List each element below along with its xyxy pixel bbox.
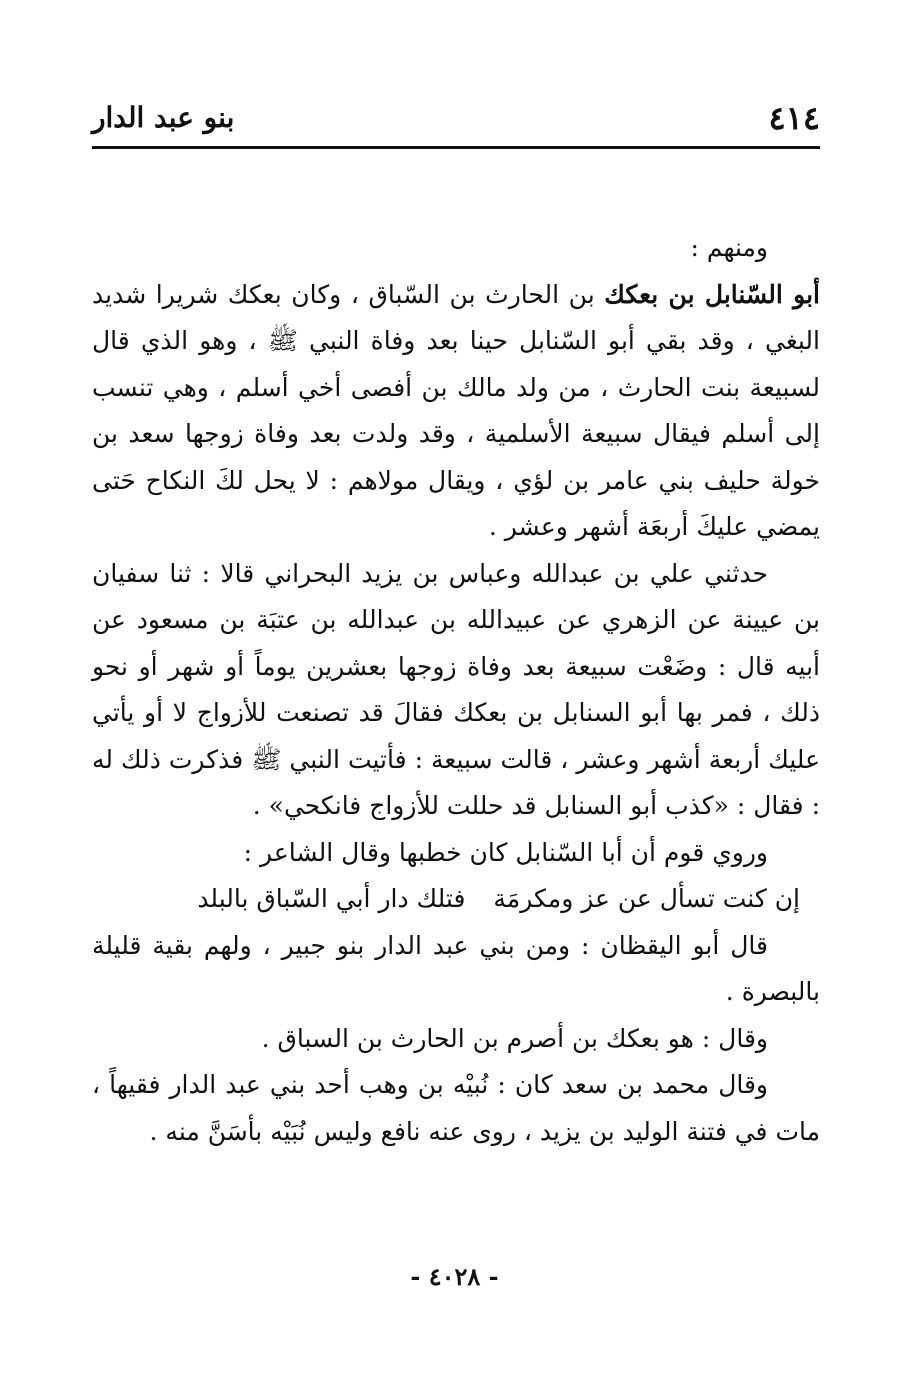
paragraph-hadith: حدثني علي بن عبدالله وعباس بن يزيد البحراني قالا : ثنا سفيان بن عيينة عن الزهري عن عبيدالله بن عبدالله بن عتبَة بن مسعود عن أبيه قال : وضَعْت سبيعة بعد وفاة زوجها بعشرين يوماً أو شهر أو نحو ذلك ، فمر بها أبو السنابل بن بعكك فقالَ قد تصنعت للأزواج لا أو يأتي عليك أربعة أشهر وعشر ، قالت سبيعة : فأتيت النبي ﷺ فذكرت ذلك له : فقال : «كذب أبو السنابل قد حللت للأزواج فانكحي» . xyxy=(92,558,820,820)
page-footer-folio: - ٤٠٢٨ - xyxy=(410,1262,499,1291)
paragraph-poet-intro: وروي قوم أن أبا السّنابل كان خطبها وقال الشاعر : xyxy=(243,837,768,867)
paragraph-ibn-saad: وقال محمد بن سعد كان : نُبيْه بن وهب أحد بني عبد الدار فقيهاً ، مات في فتنة الوليد بن يزيد ، روى عنه نافع وليس نُبَيْه بأسَنَّ منه . xyxy=(92,1070,820,1146)
page-header xyxy=(92,92,820,142)
page-number: ٤١٤ xyxy=(768,99,820,137)
verse-first-hemistich: إن كنت تسأل عن عز ومكرمَة xyxy=(493,884,800,913)
running-title: بنو عبد الدار xyxy=(92,101,235,134)
paragraph-intro: ومنهم : xyxy=(690,233,768,262)
paragraph-abu-al-yaqzan: قال أبو اليقظان : ومن بني عبد الدار بنو جبير ، ولهم بقية قليلة بالبصرة . xyxy=(92,930,820,1006)
paragraph-abu-al-sanabil xyxy=(92,272,820,551)
entry-name: أبو السّنابل بن بعكك xyxy=(604,279,820,309)
verse-second-hemistich: فتلك دار أبي السّباق بالبلد xyxy=(197,884,466,913)
poem-verse xyxy=(92,876,820,923)
header-rule xyxy=(92,146,820,149)
main-text xyxy=(92,225,820,1155)
entry-text: بن الحارث بن السّباق ، وكان بعكك شريرا شديد البغي ، وقد بقي أبو السّنابل حينا بعد وفاة النبي ﷺ ، وهو الذي قال لسبيعة بنت الحارث ، من ولد مالك بن أفصى أخي أسلم ، وهي تنسب إلى أسلم فيقال سبيعة الأسلمية ، وقد ولدت بعد وفاة زوجها سعد بن خولة حليف بني عامر بن لؤي ، ويقال مولاهم : لا يحل لكَ النكاح حَتى يمضي عليكَ أربعَة أشهر وعشر . xyxy=(92,279,820,541)
paragraph-lineage: وقال : هو بعكك بن أصرم بن الحارث بن السباق . xyxy=(261,1023,768,1053)
